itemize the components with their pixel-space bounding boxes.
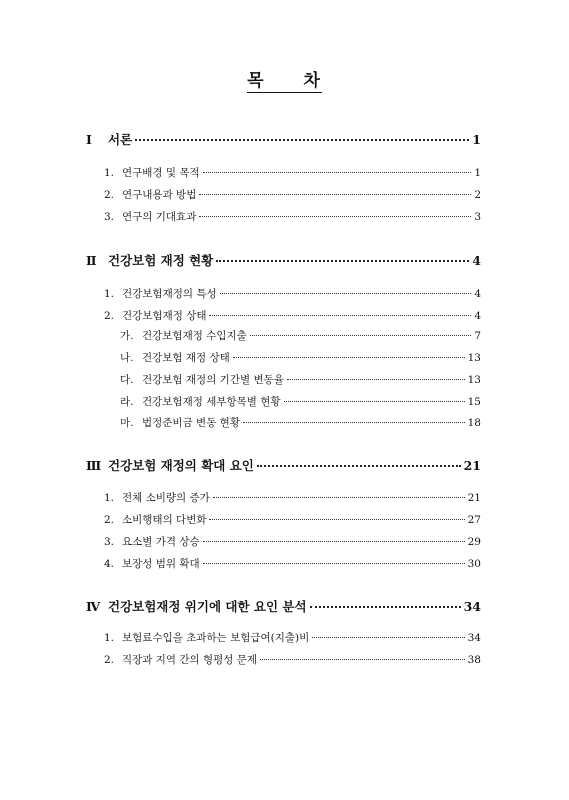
toc-number: 3. <box>104 211 115 223</box>
toc-page-number: 27 <box>467 514 481 526</box>
dot-leader <box>260 659 465 660</box>
toc-number: 라. <box>120 396 134 408</box>
toc-page-number: 4 <box>474 288 481 300</box>
dot-leader <box>284 401 465 402</box>
toc-subsection[interactable] <box>120 372 481 387</box>
toc-number: 다. <box>120 374 134 386</box>
toc-label: 요소별 가격 상승 <box>122 536 200 548</box>
dot-leader <box>216 260 469 262</box>
toc-label: 건강보험 재정의 기간별 변동율 <box>142 374 284 386</box>
toc-section[interactable] <box>104 187 481 202</box>
page-title-text: 목 차 <box>247 71 322 91</box>
toc-label: 건강보험 재정의 확대 요인 <box>108 458 254 473</box>
toc-section[interactable] <box>104 286 481 301</box>
toc-section[interactable] <box>104 490 481 505</box>
toc-chapter[interactable] <box>86 456 481 474</box>
toc-subsection[interactable] <box>120 394 481 409</box>
toc-label: 보장성 범위 확대 <box>122 558 200 570</box>
toc-label: 소비행태의 다변화 <box>122 514 207 526</box>
toc-page-number: 15 <box>467 396 481 408</box>
dot-leader <box>209 519 464 520</box>
toc-number: Ⅱ <box>86 253 97 268</box>
toc-number: 1. <box>104 632 115 644</box>
toc-section[interactable] <box>104 630 481 645</box>
toc-section[interactable] <box>104 534 481 549</box>
dot-leader <box>213 497 465 498</box>
toc-label: 건강보험재정 수입지출 <box>142 330 247 342</box>
toc-label: 건강보험재정 위기에 대한 요인 분석 <box>108 599 307 614</box>
toc-chapter[interactable] <box>86 130 481 148</box>
dot-leader <box>233 357 465 358</box>
dot-leader <box>203 172 472 173</box>
toc-label: 건강보험 재정 상태 <box>142 352 230 364</box>
toc-section[interactable] <box>104 308 481 323</box>
toc-chapter[interactable] <box>86 597 481 615</box>
dot-leader <box>287 379 465 380</box>
toc-number: 1. <box>104 288 115 300</box>
dot-leader <box>199 216 471 217</box>
toc-page-number: 1 <box>472 132 481 147</box>
toc-page-number: 18 <box>467 417 481 429</box>
toc-number: 1. <box>104 167 115 179</box>
toc-section[interactable] <box>104 165 481 180</box>
toc-page-number: 1 <box>474 167 481 179</box>
toc-page-number: 4 <box>472 253 481 268</box>
dot-leader <box>310 606 461 608</box>
toc-page-number: 7 <box>474 330 481 342</box>
toc-label: 연구내용과 방법 <box>122 189 197 201</box>
toc-number: Ⅲ <box>86 458 102 473</box>
toc-section[interactable] <box>104 652 481 667</box>
toc-subsection[interactable] <box>120 328 481 343</box>
toc-page-number: 29 <box>467 536 481 548</box>
toc-number: 4. <box>104 558 115 570</box>
toc-page-number: 38 <box>467 654 481 666</box>
toc-subsection[interactable] <box>120 415 481 430</box>
toc-label: 연구배경 및 목적 <box>122 167 200 179</box>
toc-section[interactable] <box>104 512 481 527</box>
toc-page-number: 13 <box>467 374 481 386</box>
toc-number: 3. <box>104 536 115 548</box>
toc-number: 가. <box>120 330 134 342</box>
toc-section[interactable] <box>104 556 481 571</box>
toc-number: 2. <box>104 189 115 201</box>
toc-number: 마. <box>120 417 134 429</box>
toc-label: 건강보험 재정 현황 <box>108 253 214 268</box>
toc-page-number: 4 <box>474 310 481 322</box>
dot-leader <box>209 315 471 316</box>
toc-label: 연구의 기대효과 <box>122 211 197 223</box>
toc-label: 건강보험재정의 특성 <box>122 288 217 300</box>
toc-label: 법정준비금 변동 현황 <box>142 417 240 429</box>
toc-page-number: 13 <box>467 352 481 364</box>
toc-number: 2. <box>104 654 115 666</box>
toc-page-number: 2 <box>474 189 481 201</box>
toc-chapter[interactable] <box>86 251 481 269</box>
toc-section[interactable] <box>104 209 481 224</box>
dot-leader <box>135 139 469 141</box>
toc-page-number: 3 <box>474 211 481 223</box>
toc-page-number: 21 <box>467 492 481 504</box>
toc-number: 2. <box>104 514 115 526</box>
toc-page-number: 34 <box>463 599 481 614</box>
dot-leader <box>203 563 465 564</box>
toc-label: 전체 소비량의 증가 <box>122 492 210 504</box>
dot-leader <box>203 541 465 542</box>
toc-number: 나. <box>120 352 134 364</box>
toc-label: 직장과 지역 간의 형평성 문제 <box>122 654 258 666</box>
toc-label: 보험료수입을 초과하는 보험급여(지출)비 <box>122 632 310 644</box>
dot-leader <box>199 194 471 195</box>
toc-number: 1. <box>104 492 115 504</box>
dot-leader <box>220 293 472 294</box>
dot-leader <box>250 335 472 336</box>
dot-leader <box>243 422 465 423</box>
toc-label: 건강보험재정 세부항목별 현황 <box>142 396 281 408</box>
toc-number: Ⅳ <box>86 599 101 614</box>
dot-leader <box>312 637 464 638</box>
toc-page-number: 21 <box>463 458 481 473</box>
toc-label: 건강보험재정 상태 <box>122 310 207 322</box>
toc-page-number: 30 <box>467 558 481 570</box>
toc-subsection[interactable] <box>120 350 481 365</box>
dot-leader <box>257 465 461 467</box>
toc-page-number: 34 <box>467 632 481 644</box>
toc-number: Ⅰ <box>86 132 92 147</box>
toc-label: 서론 <box>108 132 133 147</box>
toc-number: 2. <box>104 310 115 322</box>
